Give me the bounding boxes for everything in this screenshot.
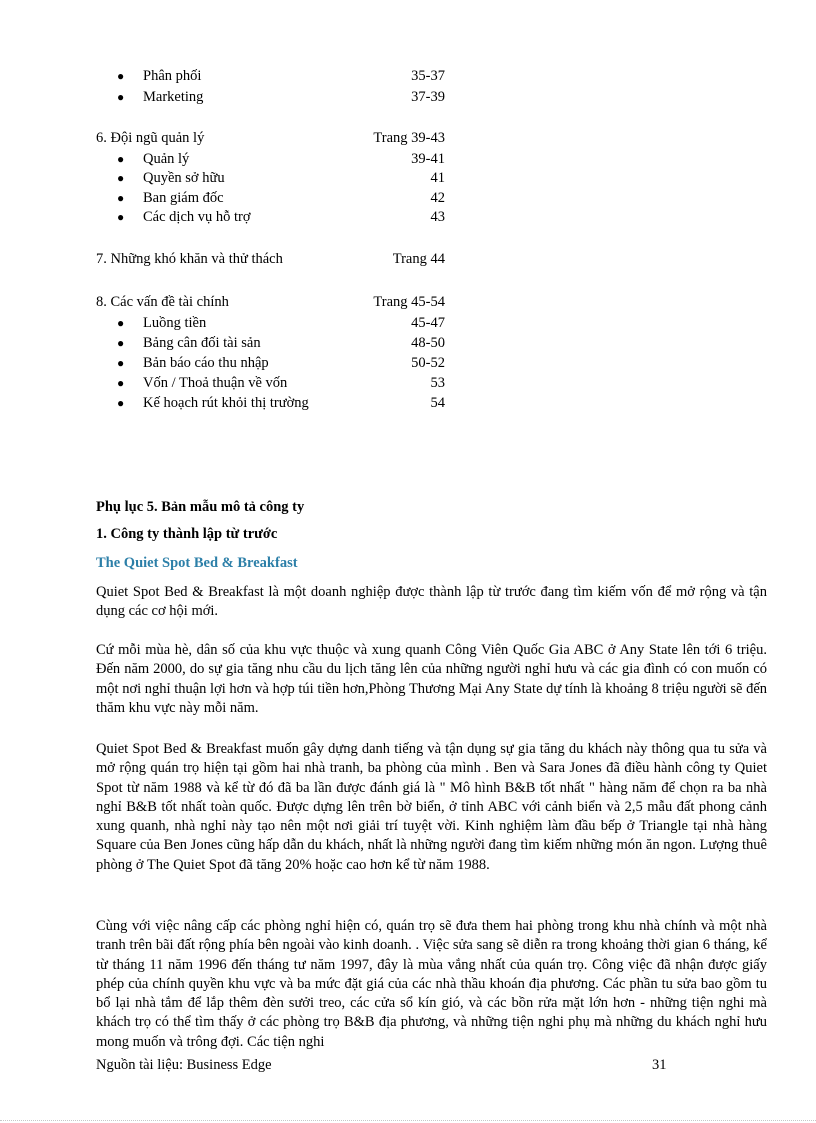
bullet-icon: ● bbox=[117, 171, 125, 185]
bullet-icon: ● bbox=[117, 210, 125, 224]
appendix-heading: Phụ lục 5. Bản mẫu mô tả công ty bbox=[96, 499, 305, 515]
bullet-icon: ● bbox=[117, 396, 125, 410]
toc-item-page: 37-39 bbox=[411, 89, 445, 105]
toc-section-page: Trang 45-54 bbox=[373, 294, 445, 310]
toc-item-label: Phân phối bbox=[143, 68, 202, 84]
toc-item-label: Quản lý bbox=[143, 151, 190, 167]
toc-item-page: 43 bbox=[430, 209, 445, 225]
toc-section-page: Trang 44 bbox=[392, 251, 445, 267]
bullet-icon: ● bbox=[117, 191, 125, 205]
toc-item-page: 50-52 bbox=[411, 355, 445, 371]
bullet-icon: ● bbox=[117, 152, 125, 166]
company-name: The Quiet Spot Bed & Breakfast bbox=[96, 555, 298, 571]
bullet-icon: ● bbox=[117, 356, 125, 370]
paragraph: Cùng với việc nâng cấp các phòng nghỉ hiện có, quán trọ sẽ đưa them hai phòng trong khu nhà chính và một nhà tranh trên bãi đất rộng phía bên ngoài vào kinh doanh. . Việc sửa sang sẽ diễn ra trong khoảng thời gian 6 tháng, kể từ tháng 11 năm 1996 đến tháng tư năm 1997, đây là mùa vắng nhất của quán trọ. Công việc đã nhận được giấy phép của chính quyền khu vực và ba mức đặt giá của các nhà thầu khoán địa phương. Các phần tu sửa bao gồm tu bổ lại nhà tắm để lắp thêm đèn sưởi treo, các cửa sổ kín gió, và các bồn rửa mặt lớn hơn - những tiện nghi mà khách trọ có thể tìm thấy ở các phòng trọ B&B địa phương, và những tiện nghi phụ mà những du khách nghỉ hưu mong muốn và trông đợi. Các tiện nghi bbox=[96, 918, 767, 1050]
page-number: 31 bbox=[652, 1057, 667, 1073]
toc-item-page: 45-47 bbox=[411, 315, 445, 331]
toc-item-label: Ban giám đốc bbox=[143, 190, 224, 206]
toc-section-page: Trang 39-43 bbox=[373, 130, 445, 146]
footer-source: Nguồn tài liệu: Business Edge bbox=[96, 1057, 272, 1073]
toc-item-page: 53 bbox=[430, 375, 445, 391]
toc-section-title: 8. Các vấn đề tài chính bbox=[96, 294, 229, 310]
toc-item-label: Các dịch vụ hỗ trợ bbox=[143, 209, 251, 225]
bullet-icon: ● bbox=[117, 336, 125, 350]
toc-section-title: 6. Đội ngũ quản lý bbox=[96, 130, 205, 146]
paragraph: Quiet Spot Bed & Breakfast là một doanh nghiệp được thành lập từ trước đang tìm kiếm vốn để mở rộng và tận dụng các cơ hội mới. bbox=[96, 584, 767, 620]
paragraph: Quiet Spot Bed & Breakfast muốn gây dựng danh tiếng và tận dụng sự gia tăng du khách này thông qua tu sửa và mở rộng quán trọ hiện tại gồm hai nhà tranh, ba phòng của mình . Ben và Sara Jones đã điều hành công ty Quiet Spot từ năm 1988 và kể từ đó đã ba lần được đánh giá là " Mô hình B&B tốt nhất " hàng năm để chọn ra ba nhà nghỉ B&B tốt nhất toàn quốc. Được dựng lên trên bờ biển, ở tỉnh ABC với cảnh biển và 2,5 mẫu đất phong cảnh xung quanh, nhà nghỉ này tạo nên một nơi giải trí tuyệt vời. Kinh nghiệm làm đầu bếp ở Triangle tại nhà hàng Square của Ben Jones cũng hấp dẫn du khách, nhất là những người đang tìm kiếm những món ăn ngon. Lượng thuê phòng ở The Quiet Spot đã tăng 20% hoặc cao hơn kể từ năm 1988. bbox=[96, 741, 767, 873]
toc-item-label: Kế hoạch rút khỏi thị trường bbox=[143, 395, 309, 411]
toc-item-page: 42 bbox=[430, 190, 445, 206]
toc-item-page: 41 bbox=[430, 170, 445, 186]
toc-item-label: Vốn / Thoả thuận về vốn bbox=[143, 375, 288, 391]
toc-item-page: 54 bbox=[430, 395, 445, 411]
toc-item-label: Luồng tiền bbox=[143, 315, 207, 331]
toc-item-label: Marketing bbox=[143, 89, 204, 105]
bullet-icon: ● bbox=[117, 376, 125, 390]
toc-item-label: Quyền sở hữu bbox=[143, 170, 225, 186]
bullet-icon: ● bbox=[117, 69, 125, 83]
toc-item-label: Bảng cân đối tài sản bbox=[143, 335, 261, 351]
section-subheading: 1. Công ty thành lập từ trước bbox=[96, 526, 278, 542]
toc-item-page: 39-41 bbox=[411, 151, 445, 167]
paragraph: Cứ mỗi mùa hè, dân số của khu vực thuộc và xung quanh Công Viên Quốc Gia ABC ở Any State lên tới 6 triệu. Đến năm 2000, do sự gia tăng nhu cầu du lịch tăng lên của những người nghỉ hưu và các gia đình có con muốn có một nơi nghỉ thuận lợi hơn và hợp túi tiền hơn,Phòng Thương Mại Any State dự tính là khoảng 8 triệu người sẽ đến thăm khu vực này mỗi năm. bbox=[96, 642, 767, 716]
page-divider bbox=[0, 1120, 816, 1121]
toc-item-page: 35-37 bbox=[411, 68, 445, 84]
toc-item-page: 48-50 bbox=[411, 335, 445, 351]
toc-item-label: Bản báo cáo thu nhập bbox=[143, 355, 269, 371]
toc-section-title: 7. Những khó khăn và thử thách bbox=[96, 251, 283, 267]
bullet-icon: ● bbox=[117, 316, 125, 330]
bullet-icon: ● bbox=[117, 90, 125, 104]
